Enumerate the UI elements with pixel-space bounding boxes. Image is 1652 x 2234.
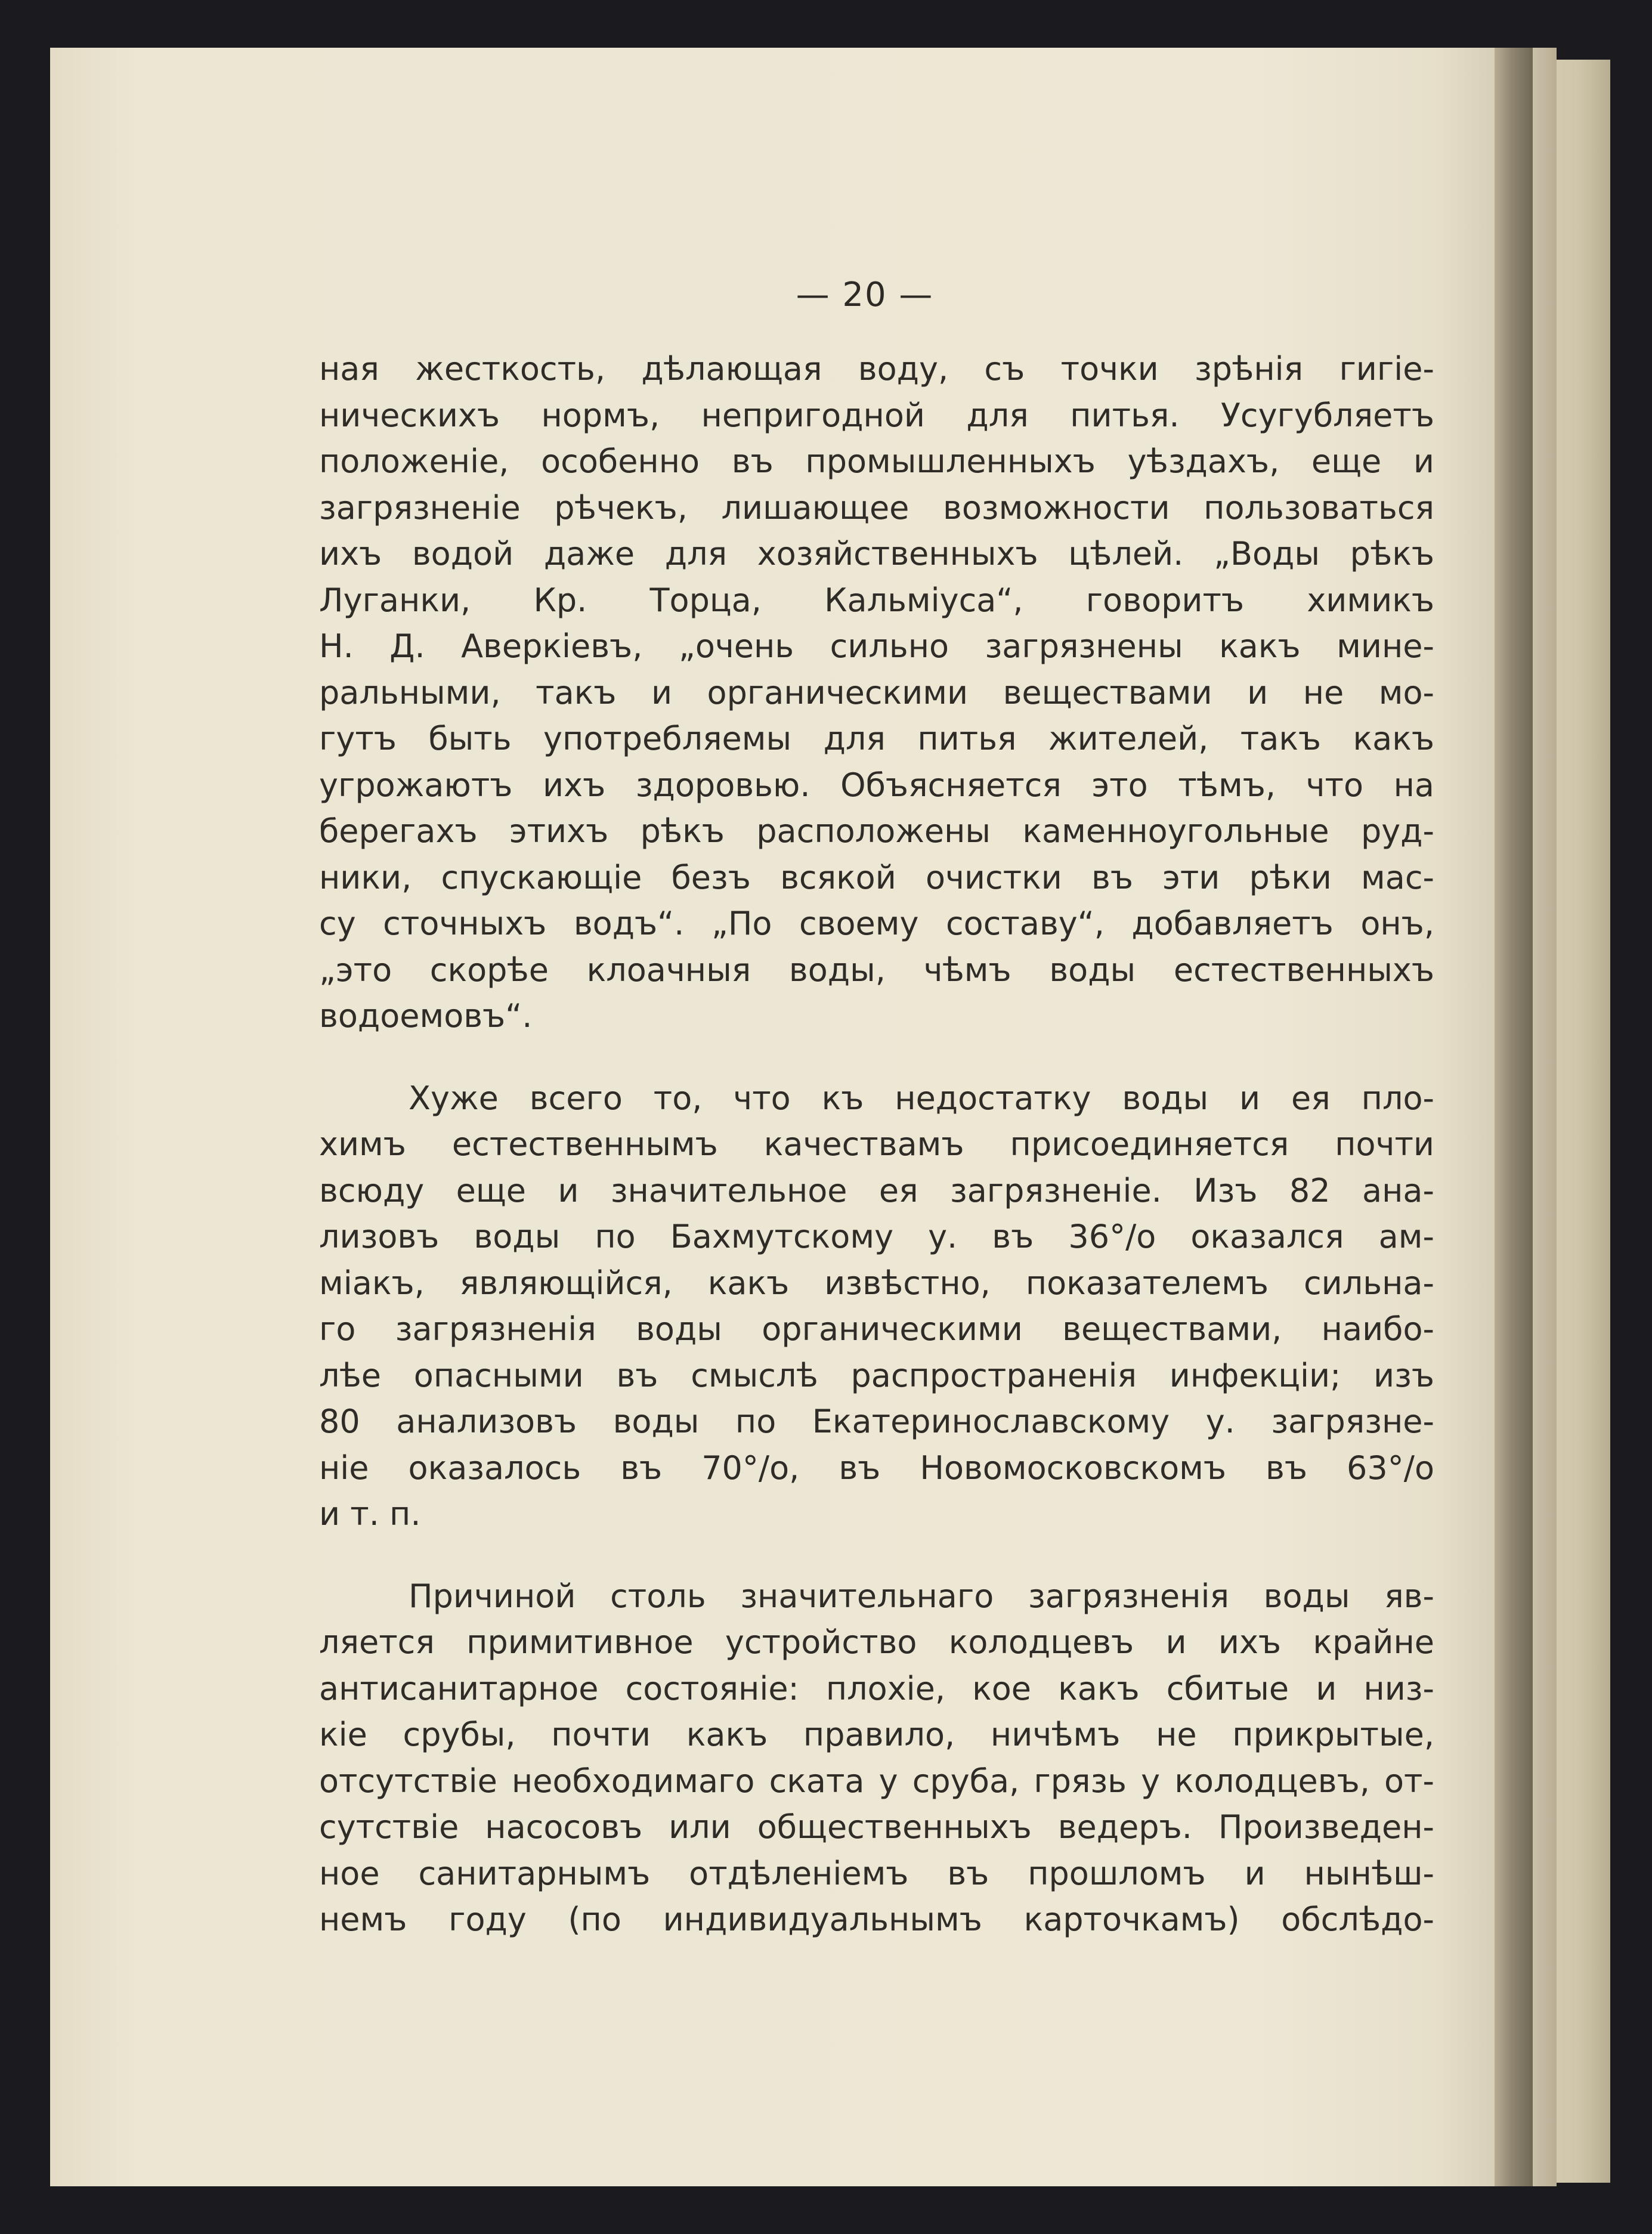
page-number: — 20 — (796, 276, 934, 314)
paragraph-3 (319, 1573, 1434, 1943)
text-line: ральными, такъ и органическими веществами и не мо- (319, 673, 1434, 711)
text-line: ное санитарнымъ отдѣленіемъ въ прошломъ и нынѣш- (319, 1854, 1434, 1892)
text-line: немъ году (по индивидуальнымъ карточкамъ) обслѣдо- (319, 1901, 1434, 1938)
text-line: химъ естественнымъ качествамъ присоединяется почти (319, 1125, 1434, 1163)
paragraph-2 (319, 1075, 1434, 1537)
text-line: Луганки, Кр. Торца, Кальміуса“, говоритъ химикъ (319, 581, 1434, 619)
text-line: Н. Д. Аверкіевъ, „очень сильно загрязнены какъ мине- (319, 627, 1434, 665)
text-line: ихъ водой даже для хозяйственныхъ цѣлей. „Воды рѣкъ (319, 535, 1434, 573)
text-line: водоемовъ“. (319, 997, 533, 1035)
text-line: берегахъ этихъ рѣкъ расположены каменноугольные руд- (319, 812, 1434, 850)
text-line: положеніе, особенно въ промышленныхъ уѣздахъ, еще и (319, 443, 1434, 480)
text-line: лизовъ воды по Бахмутскому у. въ 36°/о оказался ам- (319, 1218, 1434, 1255)
text-line: гутъ быть употребляемы для питья жителей, такъ какъ (319, 720, 1434, 757)
paragraph-1 (319, 346, 1434, 1039)
paragraph-gap (319, 1537, 1434, 1573)
text-line: Причиной столь значительнаго загрязненія воды яв- (409, 1577, 1434, 1615)
text-line: 80 анализовъ воды по Екатеринославскому у. загрязне- (319, 1403, 1434, 1440)
page-body-text (319, 346, 1434, 1943)
text-line: го загрязненія воды органическими веществами, наибо- (319, 1310, 1434, 1348)
text-line: ляется примитивное устройство колодцевъ и ихъ крайне (319, 1623, 1434, 1661)
text-line: су сточныхъ водъ“. „По своему составу“, добавляетъ онъ, (319, 905, 1434, 942)
text-line: ніе оказалось въ 70°/о, въ Новомосковскомъ въ 63°/о (319, 1449, 1434, 1487)
text-line: отсутствіе необходимаго ската у сруба, грязь у колодцевъ, от- (319, 1762, 1434, 1800)
text-line: загрязненіе рѣчекъ, лишающее возможности пользоваться (319, 488, 1434, 527)
text-line: всюду еще и значительное ея загрязненіе. Изъ 82 ана- (319, 1171, 1434, 1209)
book-spine-shadow (1495, 48, 1533, 2186)
text-line: „это скорѣе клоачныя воды, чѣмъ воды естественныхъ (319, 951, 1434, 989)
text-line: и т. п. (319, 1495, 421, 1533)
text-line: Хуже всего то, что къ недостатку воды и ея пло- (409, 1079, 1434, 1117)
text-line: ническихъ нормъ, непригодной для питья. Усугубляетъ (319, 396, 1434, 434)
paragraph-gap (319, 1039, 1434, 1075)
text-line: лѣе опасными въ смыслѣ распространенія инфекціи; изъ (319, 1356, 1434, 1394)
text-line: ники, спускающіе безъ всякой очистки въ эти рѣки мас- (319, 858, 1434, 896)
text-line: кіе срубы, почти какъ правило, ничѣмъ не прикрытые, (319, 1716, 1434, 1753)
text-line: ная жесткость, дѣлающая воду, съ точки зрѣнія гигіе- (319, 350, 1434, 388)
text-line: угрожаютъ ихъ здоровью. Объясняется это тѣмъ, что на (319, 766, 1434, 804)
text-line: антисанитарное состояніе: плохіе, кое какъ сбитые и низ- (319, 1669, 1434, 1707)
text-line: міакъ, являющійся, какъ извѣстно, показателемъ сильна- (319, 1264, 1434, 1302)
text-line: сутствіе насосовъ или общественныхъ ведеръ. Произведен- (319, 1808, 1434, 1846)
